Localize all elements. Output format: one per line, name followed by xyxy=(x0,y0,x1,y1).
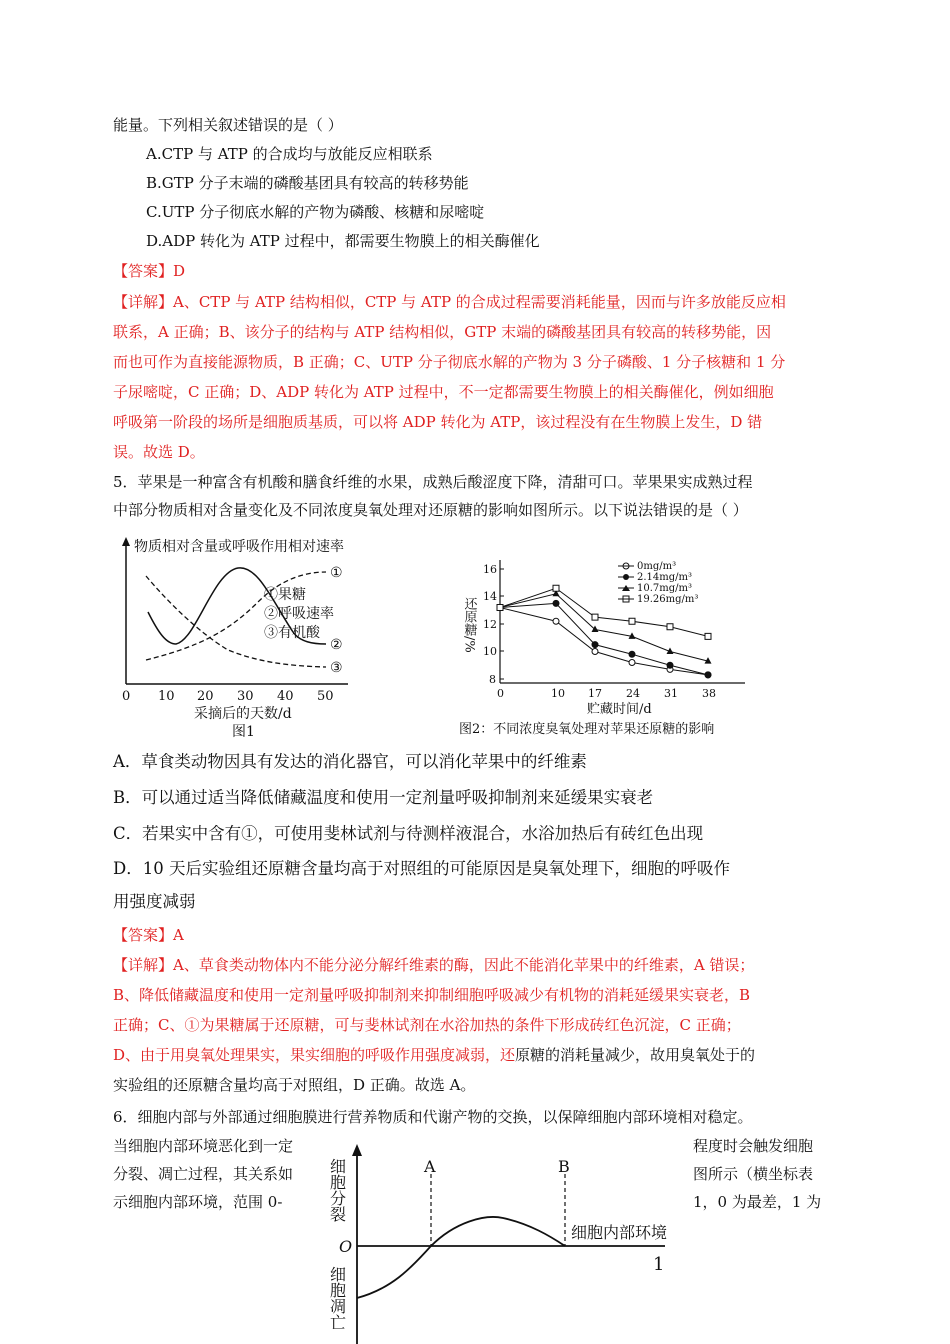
q6-curve xyxy=(357,1217,565,1298)
fig2-point xyxy=(705,672,711,678)
fig2-point xyxy=(553,618,559,624)
fig2-point xyxy=(667,624,673,630)
q4-explain-line: 【详解】A、CTP 与 ATP 结构相似，CTP 与 ATP 的合成过程需要消耗能量，因而与许多放能反应相 xyxy=(113,293,786,311)
q6-right-line: 图所示（横坐标表 xyxy=(693,1165,814,1183)
fig2-point xyxy=(553,600,559,606)
q6-y-arrow xyxy=(352,1144,362,1156)
fig2-legend-1: 2.14mg/m³ xyxy=(637,572,693,583)
q5-stem-line: 中部分物质相对含量变化及不同浓度臭氧处理对还原糖的影响如图所示。以下说法错误的是（ ） xyxy=(113,501,748,519)
fig2-xtick: 38 xyxy=(702,687,716,700)
fig2-ytick: 8 xyxy=(489,673,496,686)
fig2-ytick: 14 xyxy=(483,590,497,603)
q5-explain-line: 【详解】A、草食类动物体内不能分泌分解纤维素的酶，因此不能消化苹果中的纤维素，A 错误； xyxy=(113,956,755,974)
q5-option-d: D．10 天后实验组还原糖含量均高于对照组的可能原因是臭氧处理下，细胞的呼吸作 xyxy=(113,859,730,878)
fig2-series-line-0 xyxy=(500,608,708,675)
fig2-ylabel: 还原糖/% xyxy=(461,597,477,653)
fig1-xtick: 20 xyxy=(197,689,214,704)
q4-explain-line: 而也可作为直接能源物质，B 正确；C、UTP 分子彻底水解的产物为 3 分子磷酸、1 分子核糖和 1 分 xyxy=(113,353,786,371)
fig1-xtick: 40 xyxy=(277,689,294,704)
q4-answer: 【答案】D xyxy=(113,262,186,280)
q4-explain-line: 子尿嘧啶，C 正确；D、ADP 转化为 ATP 过程中，不一定都需要生物膜上的相关酶催化，例如细胞 xyxy=(113,383,774,401)
q6-x-label: 细胞内部环境 xyxy=(571,1223,668,1242)
q6-figure xyxy=(325,1138,695,1344)
q6-right-line: 1，0 为最差，1 为 xyxy=(693,1193,822,1211)
fig2-legend-0: 0mg/m³ xyxy=(637,561,677,572)
fig1-xtick: 50 xyxy=(317,689,334,704)
fig2-point xyxy=(553,585,559,591)
q6-right-line: 程度时会触发细胞 xyxy=(693,1137,814,1155)
fig1-legend-2: ②呼吸速率 xyxy=(264,606,334,622)
q5-explain-last: 实验组的还原糖含量均高于对照组，D 正确。故选 A。 xyxy=(113,1076,476,1094)
q4-explain-line: 联系，A 正确；B、该分子的结构与 ATP 结构相似，GTP 末端的磷酸基团具有较高的转移势能，因 xyxy=(113,323,772,341)
q5-option-d-cont: 用强度减弱 xyxy=(113,892,196,911)
fig1-ylabel: 物质相对含量或呼吸作用相对速率 xyxy=(134,539,344,555)
fig2-ytick: 12 xyxy=(483,618,497,631)
q6-origin: O xyxy=(339,1237,353,1256)
q5-option-b: B．可以通过适当降低储藏温度和使用一定剂量呼吸抑制剂来延缓果实衰老 xyxy=(113,788,654,807)
fig1-xtick: 0 xyxy=(122,689,131,704)
q6-mark-b: B xyxy=(558,1157,570,1176)
fig1-legend-3: ③有机酸 xyxy=(264,625,320,641)
q6-stem-line: 6．细胞内部与外部通过细胞膜进行营养物质和代谢产物的交换，以保障细胞内部环境相对稳定。 xyxy=(113,1108,753,1126)
fig1-y-arrow xyxy=(122,537,130,546)
fig2-point xyxy=(629,618,635,624)
q5-explain-black: 原糖的消耗量减少，故用臭氧处于的 xyxy=(515,1046,756,1064)
fig2-ytick: 10 xyxy=(483,645,497,658)
fig2-point xyxy=(592,614,598,620)
fig2-point xyxy=(592,642,598,648)
fig2-point xyxy=(497,605,503,611)
q4-option-c: C.UTP 分子彻底水解的产物为磷酸、核糖和尿嘧啶 xyxy=(146,203,485,221)
q5-explain-line-mixed xyxy=(113,1045,755,1065)
fig2-xtick: 10 xyxy=(551,687,565,700)
q6-y-up-label: 细胞分裂 xyxy=(327,1158,347,1222)
fig1-mark-1: ① xyxy=(330,565,343,581)
fig1-mark-3: ③ xyxy=(330,660,343,676)
q6-mark-a: A xyxy=(424,1157,436,1176)
fig2-point xyxy=(592,626,599,633)
fig1-xlabel: 采摘后的天数/d xyxy=(194,706,292,722)
fig2-point xyxy=(592,649,598,655)
fig1-legend-1: ①果糖 xyxy=(264,587,306,603)
fig2-caption: 图2：不同浓度臭氧处理对苹果还原糖的影响 xyxy=(459,722,715,737)
q4-explain-line: 呼吸第一阶段的场所是细胞质基质，可以将 ADP 转化为 ATP，该过程没有在生物膜上发生，D 错 xyxy=(113,413,763,431)
q5-answer: 【答案】A xyxy=(113,926,184,944)
fig2-xlabel: 贮藏时间/d xyxy=(587,702,652,717)
fig2-ytick: 16 xyxy=(483,563,497,576)
fig2-xtick: 17 xyxy=(588,687,602,700)
fig1-xtick: 30 xyxy=(237,689,254,704)
q6-x-end: 1 xyxy=(653,1254,665,1275)
q5-explain-line: B、降低储藏温度和使用一定剂量呼吸抑制剂来抑制细胞呼吸减少有机物的消耗延缓果实衰老，B xyxy=(113,986,751,1004)
fig1-caption: 图1 xyxy=(232,724,255,740)
q5-figure-2 xyxy=(455,555,800,740)
q4-explain-line: 误。故选 D。 xyxy=(113,443,205,461)
q6-left-line: 示细胞内部环境，范围 0- xyxy=(113,1193,283,1211)
q4-stem-tail: 能量。下列相关叙述错误的是（ ） xyxy=(113,116,343,134)
fig2-xtick: 31 xyxy=(664,687,678,700)
fig2-legend-2: 10.7mg/m³ xyxy=(637,583,693,594)
fig1-mark-2: ② xyxy=(330,637,343,653)
fig1-xtick: 10 xyxy=(158,689,175,704)
fig2-xtick: 24 xyxy=(626,687,640,700)
fig2-legend-3: 19.26mg/m³ xyxy=(637,594,699,605)
fig2-point xyxy=(705,633,711,639)
q5-explain-red: D、由于用臭氧处理果实，果实细胞的呼吸作用强度减弱，还 xyxy=(113,1046,516,1064)
fig2-series-line-1 xyxy=(500,603,708,675)
fig2-xtick: 0 xyxy=(497,687,504,700)
fig2-point xyxy=(629,660,635,666)
q5-stem-line: 5．苹果是一种富含有机酸和膳食纤维的水果，成熟后酸涩度下降，清甜可口。苹果果实成熟过程 xyxy=(113,473,753,491)
fig2-point xyxy=(667,662,673,668)
fig2-point xyxy=(629,651,635,657)
q4-option-d: D.ADP 转化为 ATP 过程中，都需要生物膜上的相关酶催化 xyxy=(146,232,540,250)
q4-option-b: B.GTP 分子末端的磷酸基团具有较高的转移势能 xyxy=(146,174,469,192)
q6-y-down-label: 细胞凋亡 xyxy=(327,1266,347,1330)
q6-left-line: 分裂、凋亡过程，其关系如 xyxy=(113,1165,294,1183)
q5-figure-1 xyxy=(108,532,388,742)
q5-option-a: A．草食类动物因具有发达的消化器官，可以消化苹果中的纤维素 xyxy=(113,752,587,771)
q5-option-c: C．若果实中含有①，可使用斐林试剂与待测样液混合，水浴加热后有砖红色出现 xyxy=(113,824,704,843)
q6-left-line: 当细胞内部环境恶化到一定 xyxy=(113,1137,294,1155)
q5-explain-line: 正确；C、①为果糖属于还原糖，可与斐林试剂在水浴加热的条件下形成砖红色沉淀，C 正确； xyxy=(113,1016,741,1034)
q4-option-a: A.CTP 与 ATP 的合成均与放能反应相联系 xyxy=(146,145,433,163)
